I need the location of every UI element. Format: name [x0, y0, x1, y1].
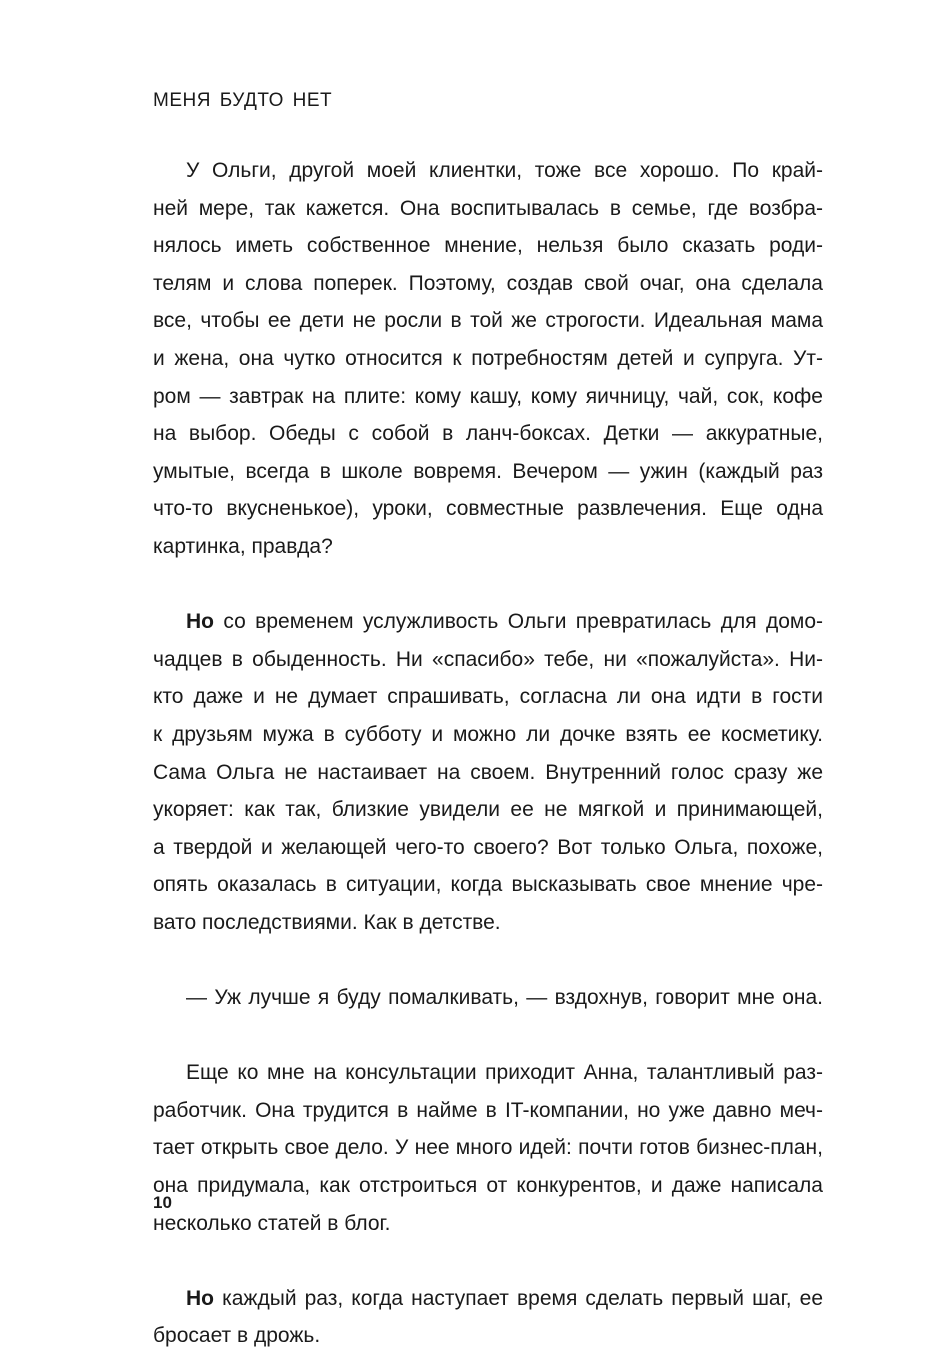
text-line: ней мере, так кажется. Она воспитывалась в семье, где возбра- — [153, 196, 823, 220]
text-line: У Ольги, другой моей клиентки, тоже все хорошо. По край- — [186, 159, 823, 182]
text-line: опять оказалась в ситуации, когда высказывать свое мнение чре- — [153, 873, 823, 897]
bold-lead: Но — [186, 1286, 214, 1310]
bold-lead: Но — [186, 610, 214, 634]
text-line: к друзьям мужа в субботу и можно ли дочке взять ее косметику. — [153, 722, 823, 746]
paragraph-3-dialogue — [153, 979, 823, 1017]
page-body — [153, 152, 823, 1355]
text-line: кто даже и не думает спрашивать, согласна ли она идти в гости — [153, 685, 823, 709]
text-line: и жена, она чутко относится к потребностям детей и супруга. Ут- — [153, 346, 823, 370]
text-line: чадцев в обыденность. Ни «спасибо» тебе, ни «пожалуйста». Ни- — [153, 647, 823, 671]
text-line: умытые, всегда в школе вовремя. Вечером — ужин (каждый раз — [153, 459, 823, 483]
page-number: 10 — [153, 1193, 172, 1212]
text-line: бросает в дрожь. — [153, 1324, 321, 1348]
paragraph-4 — [153, 1054, 823, 1242]
text-line: а твердой и желающей чего-то своего? Вот только Ольга, похоже, — [153, 835, 823, 859]
paragraph-2 — [153, 603, 823, 941]
text-line: Но каждый раз, когда наступает время сделать первый шаг, ее — [186, 1286, 823, 1310]
text-line: тает открыть свое дело. У нее много идей: почти готов бизнес-план, — [153, 1136, 823, 1160]
paragraph-5 — [153, 1280, 823, 1355]
text-line: телям и слова поперек. Поэтому, создав свой очаг, она сделала — [153, 271, 823, 295]
text-line: она придумала, как отстроиться от конкурентов, и даже написала — [153, 1174, 823, 1198]
text-line: все, чтобы ее дети не росли в той же строгости. Идеальная мама — [153, 309, 823, 333]
text-line: вато последствиями. Как в детстве. — [153, 910, 501, 934]
text-line: Сама Ольга не настаивает на своем. Внутренний голос сразу же — [153, 760, 823, 784]
text-line: — Уж лучше я буду помалкивать, — вздохнув, говорит мне она. — [186, 986, 823, 1010]
text-line: ром — завтрак на плите: кому кашу, кому яичницу, чай, сок, кофе — [153, 384, 823, 408]
text-line: работчик. Она трудится в найме в IT-компании, но уже давно меч- — [153, 1098, 823, 1122]
running-header: МЕНЯ БУДТО НЕТ — [153, 90, 333, 111]
text-line: нялось иметь собственное мнение, нельзя было сказать роди- — [153, 234, 823, 258]
text-line: Еще ко мне на консультации приходит Анна, талантливый раз- — [186, 1061, 823, 1085]
text-line: что-то вкусненькое), уроки, совместные развлечения. Еще одна — [153, 497, 823, 521]
paragraph-1 — [153, 152, 823, 566]
text-line: несколько статей в блог. — [153, 1211, 391, 1235]
text-line: Но со временем услужливость Ольги превратилась для домо- — [186, 610, 823, 634]
text-line: на выбор. Обеды с собой в ланч-боксах. Детки — аккуратные, — [153, 422, 823, 446]
text-line: укоряет: как так, близкие увидели ее не мягкой и принимающей, — [153, 798, 823, 822]
text-line: картинка, правда? — [153, 534, 333, 558]
